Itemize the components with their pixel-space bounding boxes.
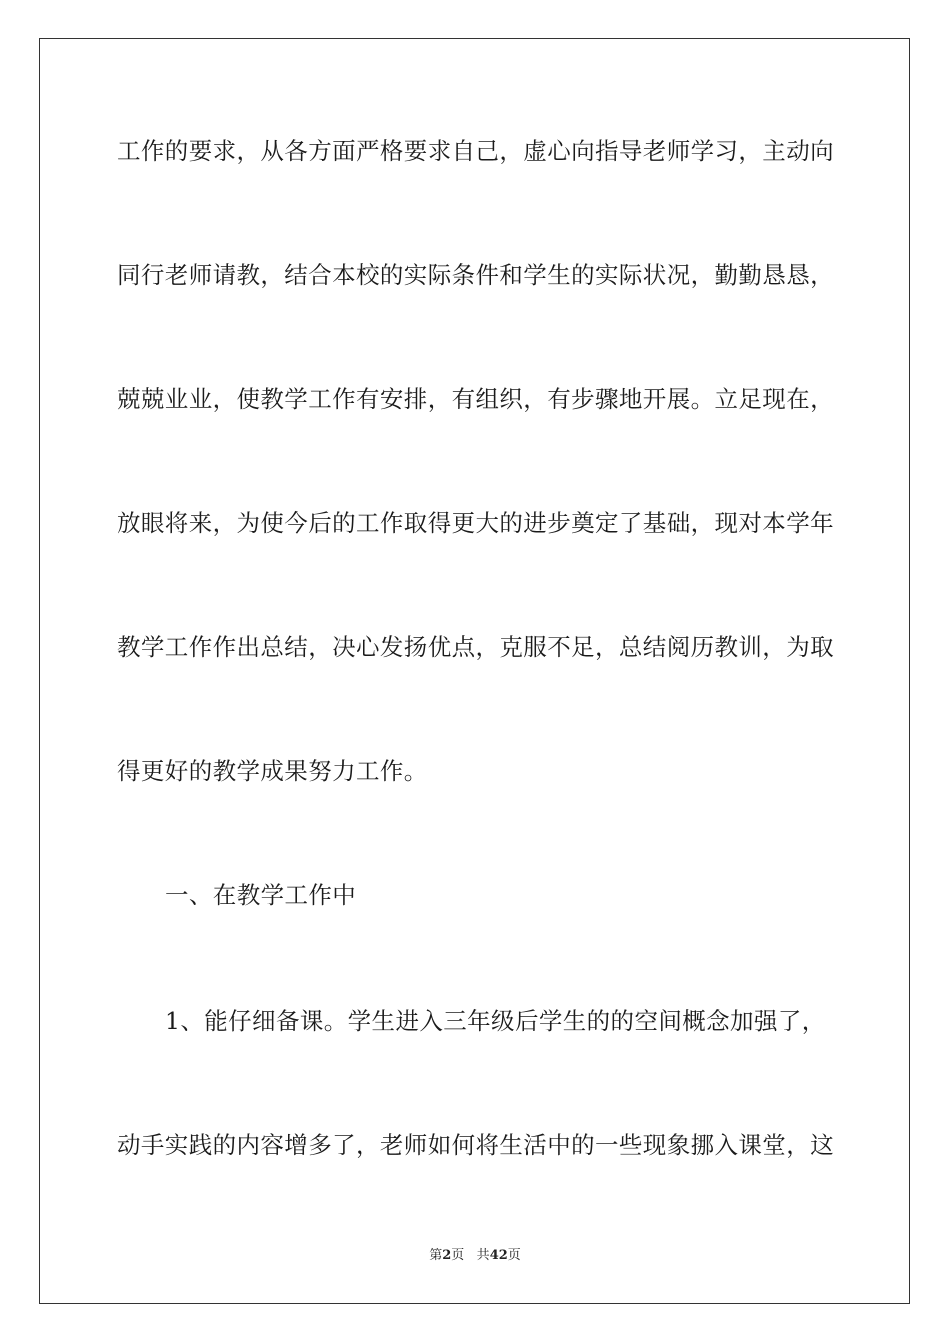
page-border — [39, 38, 910, 1304]
total-pages: 42 — [489, 1248, 508, 1263]
page-number: 2 — [442, 1248, 452, 1263]
page-prefix: 第 — [429, 1248, 443, 1263]
body-text-line: 教学工作作出总结，决心发扬优点，克服不足，总结阅历教训，为取 — [117, 633, 834, 661]
body-text-line: 动手实践的内容增多了，老师如何将生活中的一些现象挪入课堂，这 — [117, 1131, 834, 1159]
page-suffix: 页 — [451, 1248, 465, 1263]
total-suffix: 页 — [507, 1248, 521, 1263]
body-text-line: 1、能仔细备课。学生进入三年级后学生的的空间概念加强了， — [165, 1007, 826, 1035]
total-prefix: 共 — [476, 1248, 490, 1263]
section-heading: 一、在教学工作中 — [165, 881, 357, 909]
body-text-line: 得更好的教学成果努力工作。 — [117, 757, 428, 785]
page-footer — [0, 1247, 950, 1265]
body-text-line: 兢兢业业，使教学工作有安排，有组织，有步骤地开展。立足现在， — [117, 385, 834, 413]
body-text-line: 工作的要求，从各方面严格要求自己，虚心向指导老师学习，主动向 — [117, 137, 834, 165]
body-text-line: 同行老师请教，结合本校的实际条件和学生的实际状况，勤勤恳恳， — [117, 261, 834, 289]
body-text-line: 放眼将来，为使今后的工作取得更大的进步奠定了基础，现对本学年 — [117, 509, 834, 537]
